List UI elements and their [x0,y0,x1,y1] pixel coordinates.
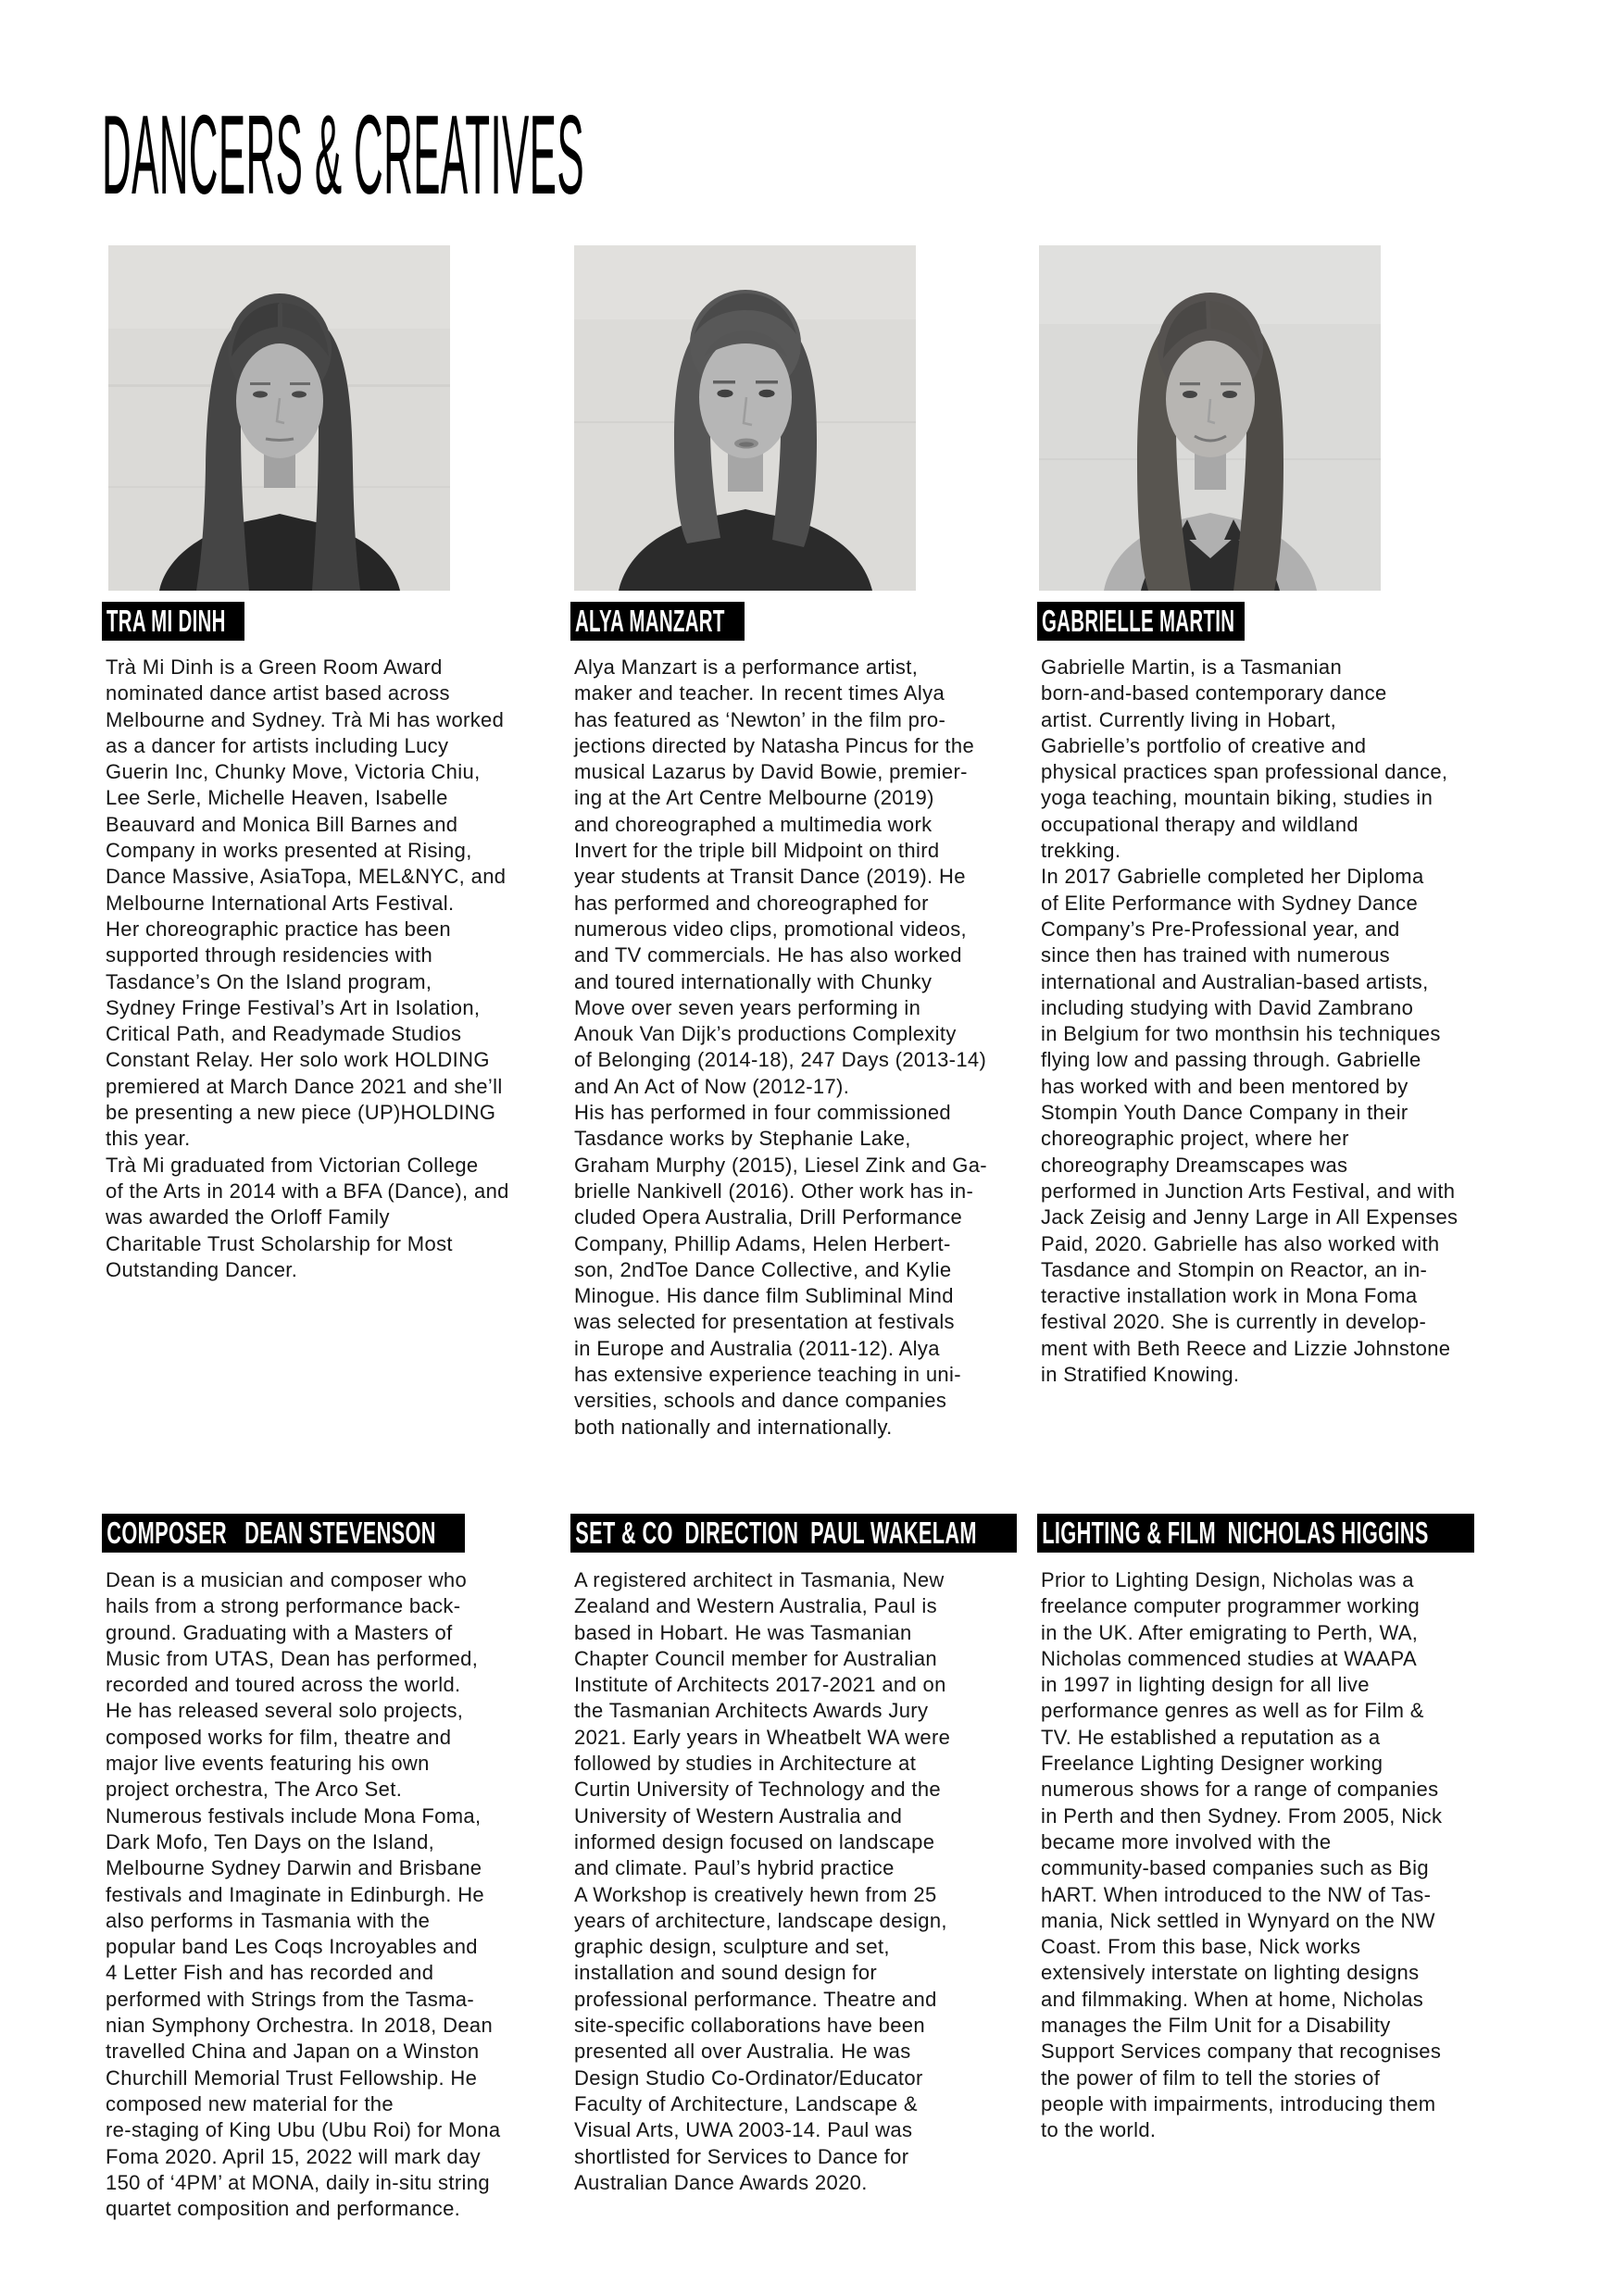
role-header-label: COMPOSER DEAN STEVENSON [106,1516,436,1550]
bio-line: also performs in Tasmania with the [106,1908,431,1932]
bio-line: Constant Relay. Her solo work HOLDING [106,1048,490,1072]
bio-line: Charitable Trust Scholarship for Most [106,1231,453,1255]
bio-line: Zealand and Western Australia, Paul is [574,1594,937,1618]
bio-line: community-based companies such as Big [1041,1856,1429,1880]
bio-line: Tasdance works by Stephanie Lake, [574,1127,911,1151]
bio-line: Gabrielle Martin, is a Tasmanian [1041,655,1343,679]
bio-line: Dance Massive, AsiaTopa, MEL&NYC, and [106,865,507,889]
bio-line: as a dancer for artists including Lucy [106,733,449,757]
bio-line: of Belonging (2014-18), 247 Days (2013-14) [574,1048,987,1072]
bio-line: Freelance Lighting Designer working [1041,1752,1383,1776]
bio-line: ment with Beth Reece and Lizzie Johnstone [1041,1336,1451,1360]
bio-text-tra-mi-dinh [106,655,550,1283]
bio-line: in Stratified Knowing. [1041,1363,1240,1387]
bio-line: Numerous festivals include Mona Foma, [106,1803,482,1828]
bio-line: He has released several solo projects, [106,1699,464,1723]
bio-line: Guerin Inc, Chunky Move, Victoria Chiu, [106,760,481,784]
bio-line: flying low and passing through. Gabrielle [1041,1048,1421,1072]
role-header-label: LIGHTING & FILM NICHOLAS HIGGINS [1042,1516,1429,1550]
bio-line: Melbourne Sydney Darwin and Brisbane [106,1856,482,1880]
bio-line: years of architecture, landscape design, [574,1908,947,1932]
bio-line: site-specific collaborations have been [574,2014,925,2038]
bio-line: and choreographed a multimedia work [574,812,933,836]
bio-line: since then has trained with numerous [1041,943,1391,967]
bio-line: versities, schools and dance companies [574,1389,947,1413]
bio-line: Melbourne and Sydney. Trà Mi has worked [106,707,505,731]
bio-line: Beauvard and Monica Bill Barnes and [106,812,458,836]
bio-line: in Europe and Australia (2011-12). Alya [574,1336,940,1360]
bio-line: people with impairments, introducing them [1041,2091,1436,2115]
bio-line: Jack Zeisig and Jenny Large in All Expenses [1041,1205,1459,1229]
bio-line: Company, Phillip Adams, Helen Herbert- [574,1231,951,1255]
bio-line: supported through residencies with [106,943,433,967]
bio-line: Anouk Van Dijk’s productions Complexity [574,1022,957,1046]
bio-line: cluded Opera Australia, Drill Performance [574,1205,963,1229]
bio-line: Dean is a musician and composer who [106,1568,468,1591]
bio-line: hART. When introduced to the NW of Tas- [1041,1882,1432,1906]
bio-line: be presenting a new piece (UP)HOLDING [106,1101,496,1125]
bio-line: installation and sound design for [574,1961,878,1985]
role-header-lighting-film-nicholas-higgins [1037,1514,1474,1553]
bio-line: and toured internationally with Chunky [574,969,933,993]
bio-line: Company’s Pre-Professional year, and [1041,917,1400,941]
bio-text-nicholas-higgins [1041,1567,1485,2144]
bio-line: both nationally and internationally. [574,1415,893,1439]
bio-line: Gabrielle’s portfolio of creative and [1041,733,1367,757]
name-header-tra-mi-dinh [102,602,244,641]
name-header-alya-manzart [570,602,745,641]
bio-line: University of Western Australia and [574,1803,903,1828]
bio-line: extensively interstate on lighting designs [1041,1961,1420,1985]
bio-line: ing at the Art Centre Melbourne (2019) [574,786,934,810]
portrait-illustration [574,245,916,591]
bio-line: informed design focused on landscape [574,1829,935,1853]
bio-line: performance genres as well as for Film & [1041,1699,1424,1723]
bio-line: shortlisted for Services to Dance for [574,2144,909,2168]
name-header-gabrielle-martin [1037,602,1245,641]
bio-line: of Elite Performance with Sydney Dance [1041,891,1419,915]
bio-line: numerous video clips, promotional videos, [574,917,968,941]
bio-line: Design Studio Co-Ordinator/Educator [574,2065,923,2090]
bio-line: Invert for the triple bill Midpoint on third [574,839,940,863]
bio-line: graphic design, sculpture and set, [574,1935,890,1959]
bio-line: maker and teacher. In recent times Alya [574,681,945,705]
bio-line: composed new material for the [106,2091,394,2115]
bio-line: Coast. From this base, Nick works [1041,1935,1361,1959]
bio-line: Minogue. His dance film Subliminal Mind [574,1284,954,1308]
bio-line: Move over seven years performing in [574,995,921,1019]
bio-line: quartet composition and performance. [106,2197,461,2221]
bio-line: occupational therapy and wildland [1041,812,1358,836]
bio-line: Sydney Fringe Festival’s Art in Isolation, [106,995,481,1019]
bio-line: has worked with and been mentored by [1041,1074,1408,1098]
bio-line: and TV commercials. He has also worked [574,943,962,967]
bio-line: Outstanding Dancer. [106,1257,298,1281]
role-header-composer-dean-stevenson [102,1514,465,1553]
bio-line: trekking. [1041,839,1121,863]
bio-line: numerous shows for a range of companies [1041,1778,1439,1802]
bio-line: Lee Serle, Michelle Heaven, Isabelle [106,786,448,810]
bio-line: choreography Dreamscapes was [1041,1153,1348,1177]
bio-line: in Perth and then Sydney. From 2005, Nick [1041,1803,1443,1828]
bio-line: TV. He established a reputation as a [1041,1725,1381,1749]
bio-line: major live events featuring his own [106,1752,430,1776]
bio-line: to the world. [1041,2118,1157,2142]
bio-line: His has performed in four commissioned [574,1101,952,1125]
bio-line: Stompin Youth Dance Company in their [1041,1101,1408,1125]
bio-line: professional performance. Theatre and [574,1987,937,2011]
bio-line: international and Australian-based artists, [1041,969,1429,993]
bio-line: choreographic project, where her [1041,1127,1349,1151]
role-header-label: SET & CO DIRECTION PAUL WAKELAM [575,1516,977,1550]
bio-line: recorded and toured across the world. [106,1673,461,1697]
bio-line: festival 2020. She is currently in develop- [1041,1310,1427,1334]
bio-line: became more involved with the [1041,1829,1332,1853]
page-title: DANCERS & CREATIVES [102,92,584,218]
role-header-set-co-direction-paul-wakelam [570,1514,1017,1553]
bio-line: Chapter Council member for Australian [574,1646,938,1670]
name-header-label: GABRIELLE MARTIN [1041,604,1235,638]
bio-line: based in Hobart. He was Tasmanian [574,1620,912,1644]
bio-line: and An Act of Now (2012-17). [574,1074,850,1098]
bio-line: Support Services company that recognises [1041,2040,1442,2064]
bio-line: performed with Strings from the Tasma- [106,1987,475,2011]
bio-line: Nicholas commenced studies at WAAPA [1041,1646,1417,1670]
portrait-photo-gabrielle-martin [1039,245,1381,591]
bio-line: brielle Nankivell (2016). Other work has in- [574,1179,974,1203]
bio-line: performed in Junction Arts Festival, and with [1041,1179,1456,1203]
bio-line: in Belgium for two monthsin his techniques [1041,1022,1441,1046]
bio-line: freelance computer programmer working [1041,1594,1421,1618]
bio-line: artist. Currently living in Hobart, [1041,707,1337,731]
bio-line: has extensive experience teaching in uni- [574,1363,961,1387]
bio-line: ground. Graduating with a Masters of [106,1620,453,1644]
bio-line: Curtin University of Technology and the [574,1778,942,1802]
bio-line: year students at Transit Dance (2019). He [574,865,966,889]
bio-line: in 1997 in lighting design for all live [1041,1673,1370,1697]
bio-line: was selected for presentation at festivals [574,1310,955,1334]
bio-line: Alya Manzart is a performance artist, [574,655,919,679]
bio-line: manages the Film Unit for a Disability [1041,2014,1391,2038]
portrait-photo-alya-manzart [574,245,916,591]
bio-line: travelled China and Japan on a Winston [106,2040,480,2064]
bio-line: A Workshop is creatively hewn from 25 [574,1882,937,1906]
bio-line: 2021. Early years in Wheatbelt WA were [574,1725,951,1749]
bio-line: project orchestra, The Arco Set. [106,1778,403,1802]
bio-line: son, 2ndToe Dance Collective, and Kylie [574,1257,952,1281]
bio-line: Australian Dance Awards 2020. [574,2170,868,2194]
bio-line: Dark Mofo, Ten Days on the Island, [106,1829,435,1853]
bio-line: has featured as ‘Newton’ in the film pro- [574,707,946,731]
bio-line: In 2017 Gabrielle completed her Diploma [1041,865,1424,889]
bio-line: yoga teaching, mountain biking, studies in [1041,786,1433,810]
bio-line: this year. [106,1127,191,1151]
bio-line: followed by studies in Architecture at [574,1752,917,1776]
bio-line: nian Symphony Orchestra. In 2018, Dean [106,2014,494,2038]
bio-line: re-staging of King Ubu (Ubu Roi) for Mona [106,2118,501,2142]
bio-line: Critical Path, and Readymade Studios [106,1022,462,1046]
bio-line: Melbourne International Arts Festival. [106,891,455,915]
bio-text-dean-stevenson [106,1567,550,2222]
bio-line: the Tasmanian Architects Awards Jury [574,1699,929,1723]
bio-line: and filmmaking. When at home, Nicholas [1041,1987,1424,2011]
bio-line: presented all over Australia. He was [574,2040,911,2064]
bio-line: including studying with David Zambrano [1041,995,1414,1019]
bio-line: hails from a strong performance back- [106,1594,461,1618]
bio-line: Music from UTAS, Dean has performed, [106,1646,479,1670]
bio-line: Trà Mi graduated from Victorian College [106,1153,479,1177]
bio-line: festivals and Imaginate in Edinburgh. He [106,1882,485,1906]
bio-line: A registered architect in Tasmania, New [574,1568,945,1591]
bio-line: in the UK. After emigrating to Perth, WA, [1041,1620,1419,1644]
bio-line: Faculty of Architecture, Landscape & [574,2091,918,2115]
bio-line: Institute of Architects 2017-2021 and on [574,1673,946,1697]
bio-line: Tasdance and Stompin on Reactor, an in- [1041,1257,1428,1281]
bio-line: nominated dance artist based across [106,681,450,705]
bio-line: 150 of ‘4PM’ at MONA, daily in-situ string [106,2170,490,2194]
bio-line: Prior to Lighting Design, Nicholas was a [1041,1568,1414,1591]
bio-line: musical Lazarus by David Bowie, premier- [574,760,968,784]
bio-line: Churchill Memorial Trust Fellowship. He [106,2065,478,2090]
bio-line: born-and-based contemporary dance [1041,681,1387,705]
bio-line: Paid, 2020. Gabrielle has also worked with [1041,1231,1440,1255]
bio-line: teractive installation work in Mona Foma [1041,1284,1418,1308]
bio-line: Her choreographic practice has been [106,917,452,941]
bio-line: of the Arts in 2014 with a BFA (Dance), and [106,1179,509,1203]
bio-line: and climate. Paul’s hybrid practice [574,1856,895,1880]
bio-text-gabrielle-martin [1041,655,1485,1388]
name-header-label: ALYA MANZART [574,604,725,638]
bio-line: physical practices span professional dance, [1041,760,1448,784]
name-header-label: TRA MI DINH [106,604,226,638]
bio-line: popular band Les Coqs Incroyables and [106,1935,478,1959]
bio-line: Company in works presented at Rising, [106,839,472,863]
bio-text-paul-wakelam [574,1567,1019,2196]
portrait-photo-tra-mi-dinh [108,245,450,591]
bio-line: has performed and choreographed for [574,891,929,915]
bio-line: premiered at March Dance 2021 and she’ll [106,1074,503,1098]
bio-line: the power of film to tell the stories of [1041,2065,1381,2090]
bio-line: jections directed by Natasha Pincus for the [574,733,975,757]
bio-line: mania, Nick settled in Wynyard on the NW [1041,1908,1435,1932]
bio-line: Graham Murphy (2015), Liesel Zink and Ga- [574,1153,987,1177]
bio-line: 4 Letter Fish and has recorded and [106,1961,434,1985]
bio-line: was awarded the Orloff Family [106,1205,390,1229]
bio-line: Visual Arts, UWA 2003-14. Paul was [574,2118,913,2142]
bio-line: Tasdance’s On the Island program, [106,969,432,993]
portrait-illustration [108,245,450,591]
bio-text-alya-manzart [574,655,1019,1441]
bio-line: Foma 2020. April 15, 2022 will mark day [106,2144,481,2168]
bio-line: composed works for film, theatre and [106,1725,452,1749]
portrait-illustration [1039,245,1381,591]
bio-line: Trà Mi Dinh is a Green Room Award [106,655,443,679]
